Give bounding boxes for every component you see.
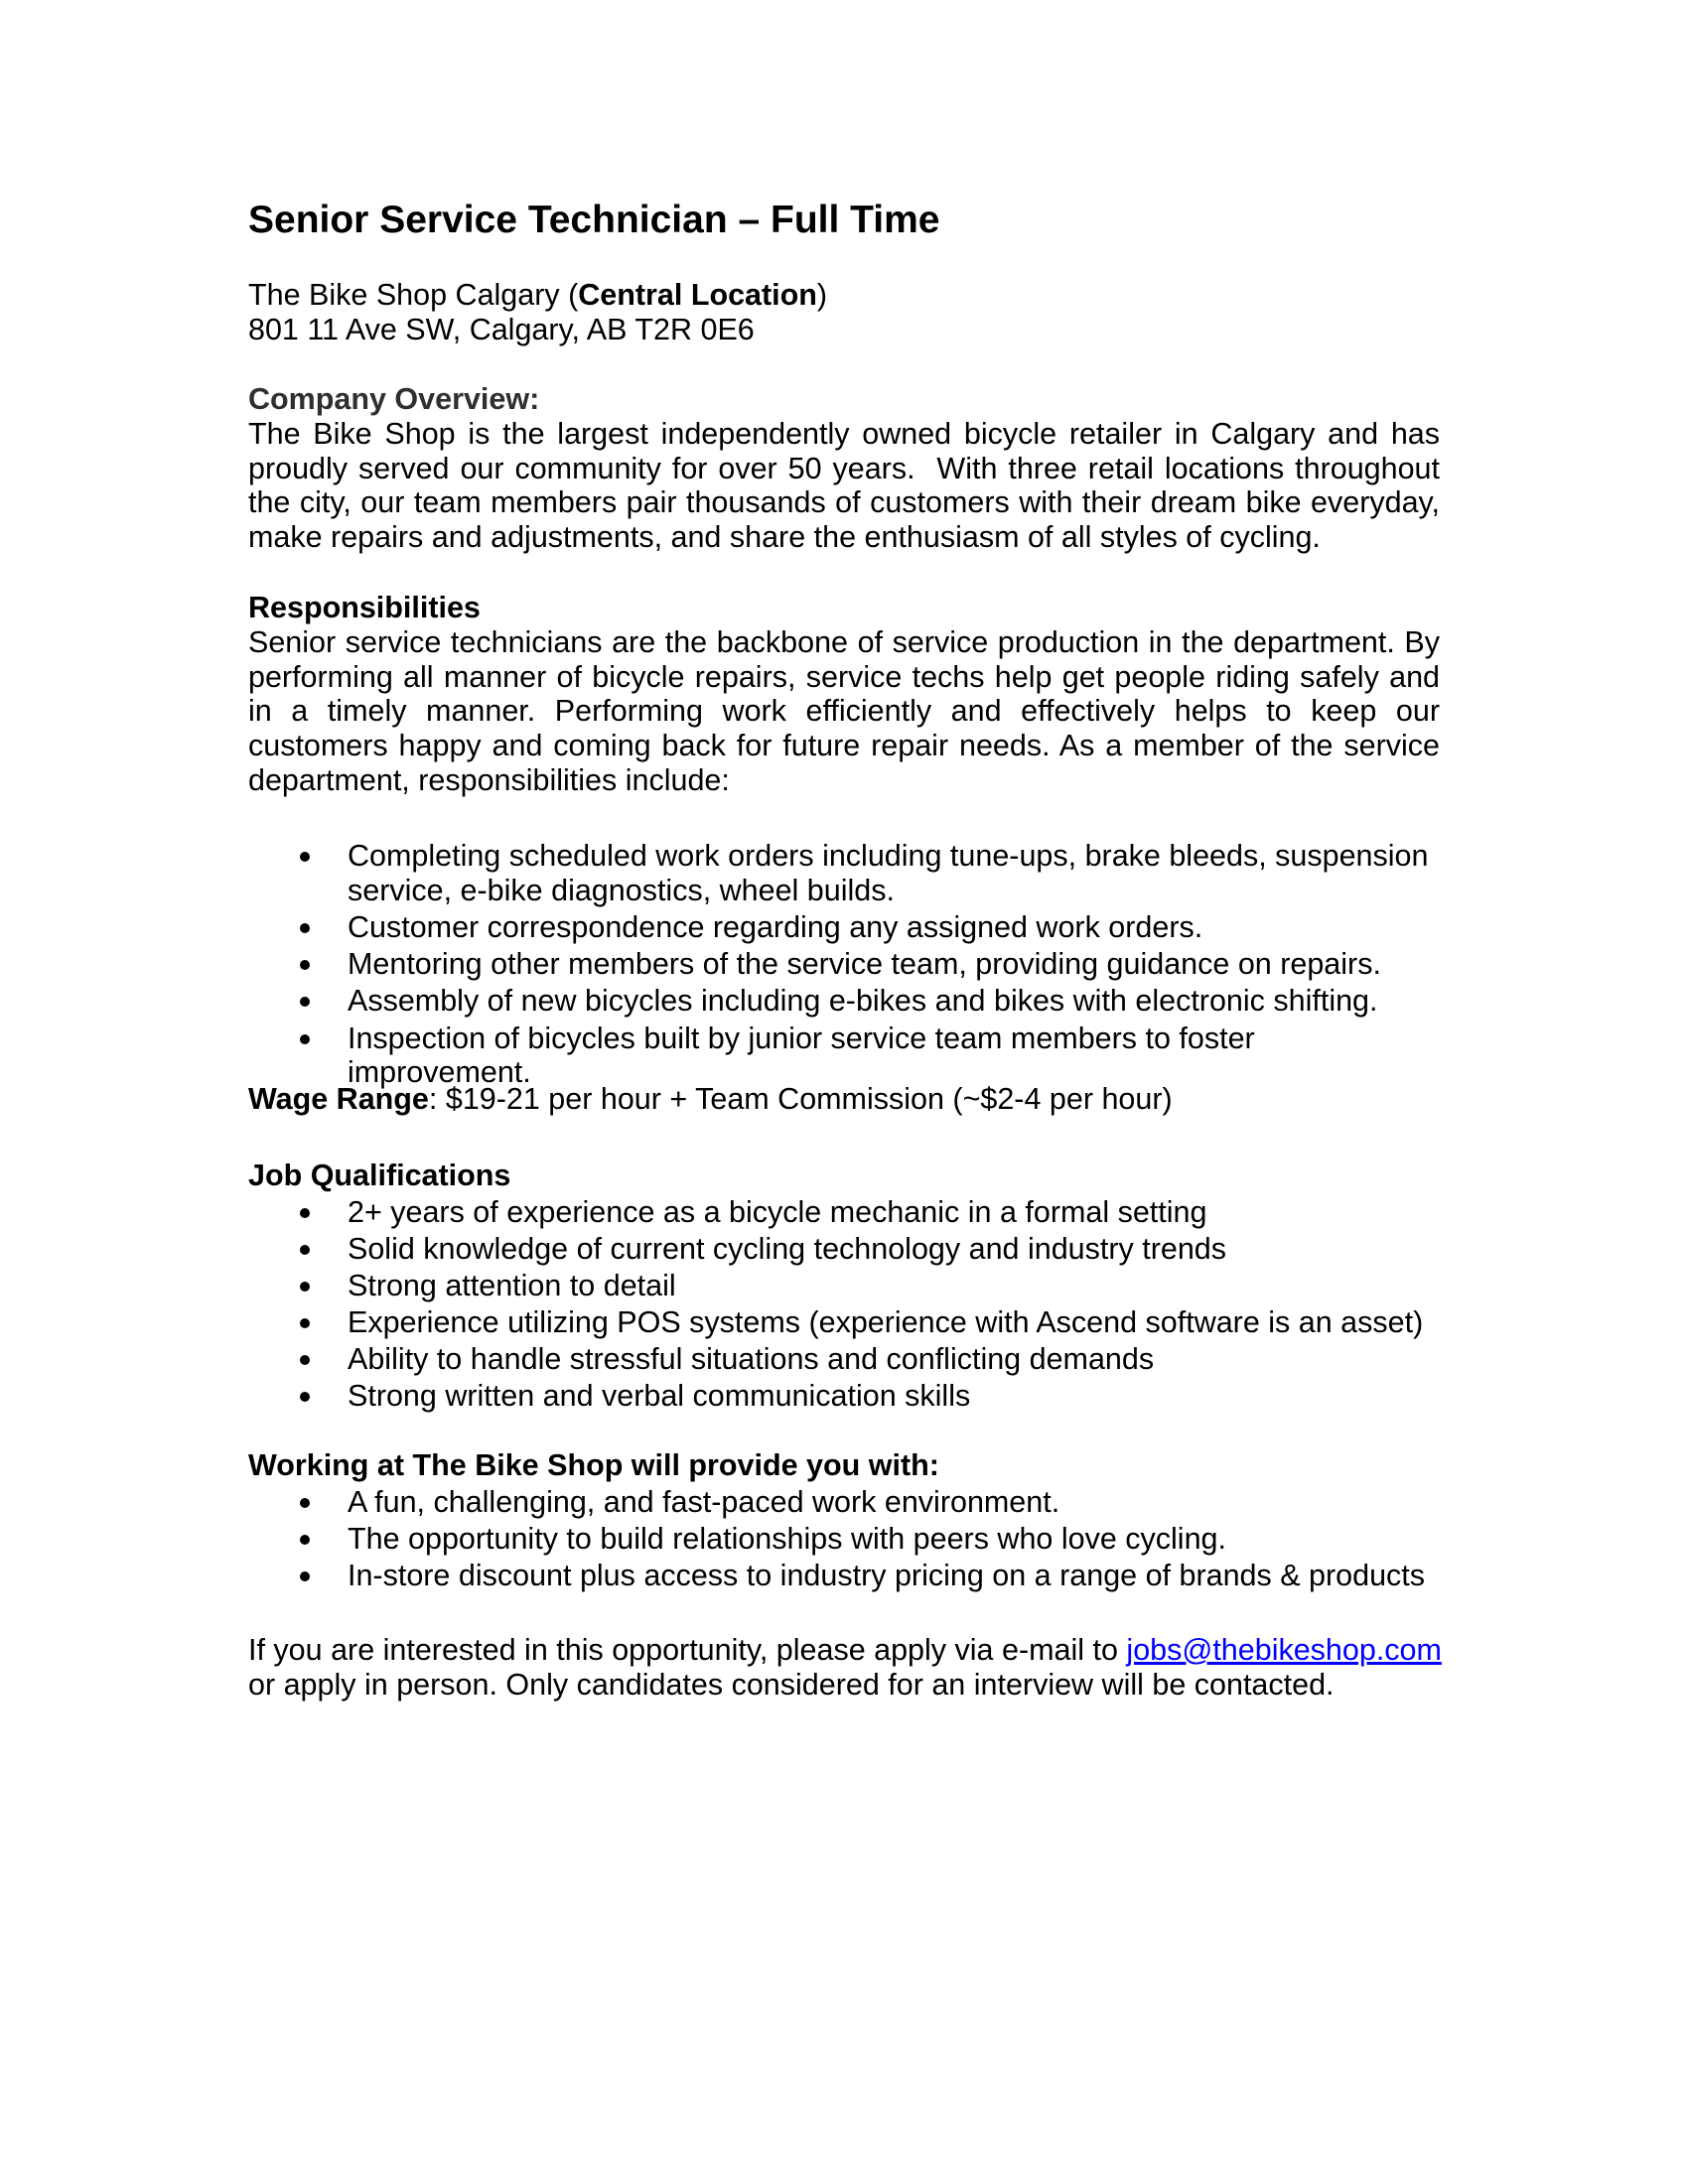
list-item-text: The opportunity to build relationships with peers who love cycling. (348, 1521, 1226, 1556)
company-location-block (248, 278, 1440, 347)
job-title: Senior Service Technician – Full Time (248, 199, 940, 241)
list-item (248, 1379, 1440, 1414)
bullet-icon (300, 1245, 310, 1255)
wage-range (248, 1082, 1440, 1117)
job-qualifications-list (248, 1195, 1440, 1416)
company-name: The Bike Shop Calgary ( (248, 278, 579, 312)
list-item-text: Inspection of bicycles built by junior service team members to foster improvement. (348, 1021, 1255, 1090)
bullet-icon (300, 960, 310, 970)
apply-paragraph (248, 1633, 1440, 1703)
bullet-icon (300, 1034, 310, 1044)
list-item (248, 1022, 1440, 1091)
responsibilities-text: Senior service technicians are the backbone of service production in the department. By performing all manner of bicycle repairs, service techs help get people riding safely and in a timely manner. Performing work efficiently and effectively helps to keep our customers happy and coming back for future repair needs. As a member of the service department, responsibilities include: (248, 624, 1440, 797)
wage-range-label: Wage Range (248, 1082, 429, 1116)
list-item (248, 1195, 1440, 1230)
job-qualifications-heading-text: Job Qualifications (248, 1159, 511, 1192)
bullet-icon (300, 1208, 310, 1218)
list-item (248, 1522, 1440, 1557)
list-item-text: Strong written and verbal communication skills (348, 1378, 971, 1413)
bullet-icon (300, 997, 310, 1007)
list-item (248, 1485, 1440, 1520)
bullet-icon (300, 1318, 310, 1328)
list-item-text: Strong attention to detail (348, 1268, 676, 1302)
bullet-icon (300, 1355, 310, 1365)
email-link[interactable]: jobs@thebikeshop.com (1126, 1633, 1442, 1667)
list-item-text: Mentoring other members of the service team, providing guidance on repairs. (348, 947, 1381, 982)
list-item (248, 1342, 1440, 1377)
list-item-text: Customer correspondence regarding any assigned work orders. (348, 909, 1203, 944)
list-item (248, 1559, 1440, 1593)
benefits-heading (248, 1448, 1440, 1483)
company-overview-heading: Company Overview: (248, 382, 540, 416)
apply-line-2: or apply in person. Only candidates considered for an interview will be contacted. (248, 1667, 1335, 1702)
location-name: Central Location (578, 278, 817, 312)
list-item-text: 2+ years of experience as a bicycle mechanic in a formal setting (348, 1195, 1207, 1229)
list-item-text: Ability to handle stressful situations and conflicting demands (348, 1341, 1155, 1376)
bullet-icon (300, 1282, 310, 1292)
list-item-text: A fun, challenging, and fast-paced work environment. (348, 1485, 1060, 1519)
list-item-text: Solid knowledge of current cycling technology and industry trends (348, 1231, 1227, 1266)
bullet-icon (300, 852, 310, 862)
bullet-icon (300, 1571, 310, 1581)
list-item (248, 1232, 1440, 1267)
list-item (248, 839, 1440, 908)
list-item (248, 984, 1440, 1019)
address: 801 11 Ave SW, Calgary, AB T2R 0E6 (248, 312, 755, 346)
company-line (248, 278, 1440, 313)
bullet-icon (300, 1392, 310, 1402)
company-overview-section (248, 382, 1440, 555)
benefits-list (248, 1485, 1440, 1595)
list-item (248, 947, 1440, 982)
benefits-heading-text: Working at The Bike Shop will provide you with: (248, 1448, 939, 1482)
apply-line-1 (248, 1633, 1440, 1668)
responsibilities-section (248, 591, 1440, 798)
bullet-icon (300, 1498, 310, 1508)
job-qualifications-heading (248, 1159, 1440, 1193)
company-line-suffix: ) (816, 278, 828, 312)
bullet-icon (300, 1535, 310, 1545)
apply-text: If you are interested in this opportunity, please apply via e-mail to (248, 1633, 1127, 1667)
list-item-text: Experience utilizing POS systems (experience with Ascend software is an asset) (348, 1304, 1424, 1339)
responsibilities-list (248, 839, 1440, 1093)
wage-range-value: : $19-21 per hour + Team Commission (~$2-4 per hour) (428, 1082, 1173, 1116)
company-overview-text: The Bike Shop is the largest independently owned bicycle retailer in Calgary and has proudly served our community for over 50 years. With three retail locations throughout the city, our team members pair thousands of customers with their dream bike everyday, make repairs and adjustments, and share the enthusiasm of all styles of cycling. (248, 416, 1440, 555)
list-item (248, 1305, 1440, 1340)
list-item-text: In-store discount plus access to industry pricing on a range of brands & products (348, 1558, 1426, 1592)
list-item (248, 910, 1440, 945)
list-item-text: Assembly of new bicycles including e-bikes and bikes with electronic shifting. (348, 984, 1378, 1019)
responsibilities-heading: Responsibilities (248, 591, 481, 624)
bullet-icon (300, 923, 310, 933)
list-item (248, 1269, 1440, 1303)
list-item-text: Completing scheduled work orders including tune-ups, brake bleeds, suspension service, e-bike diagnostics, wheel builds. (348, 839, 1429, 907)
